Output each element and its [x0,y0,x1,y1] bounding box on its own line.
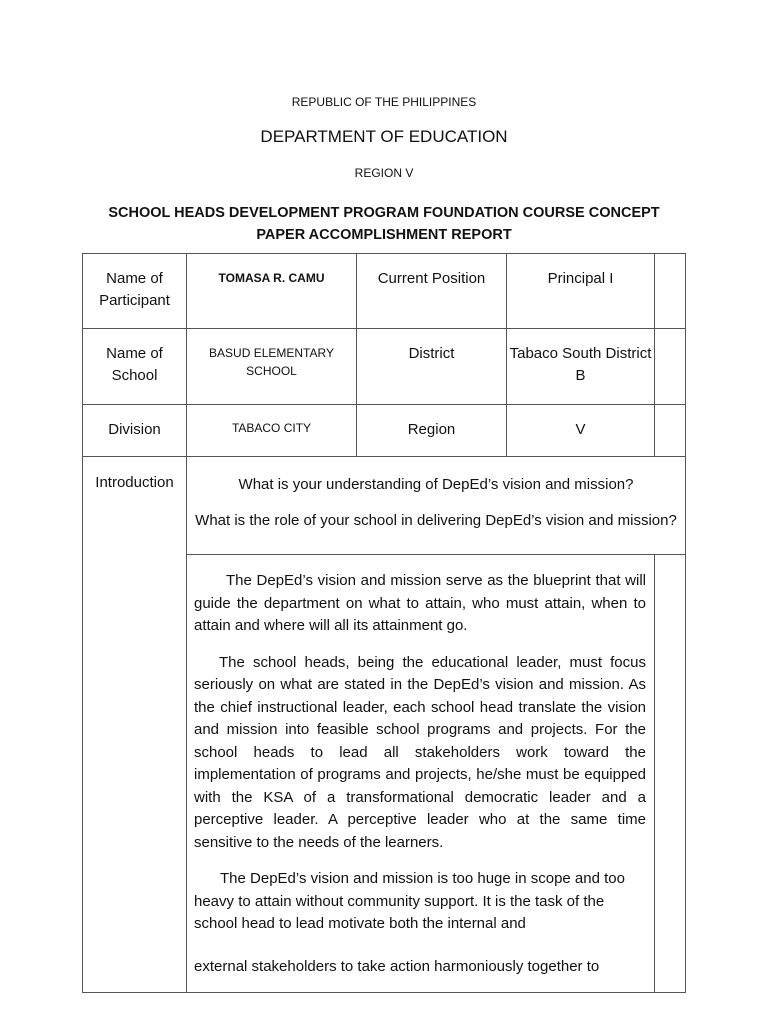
report-title-line1: SCHOOL HEADS DEVELOPMENT PROGRAM FOUNDATION COURSE CONCEPT [108,205,660,221]
division-value: TABACO CITY [187,405,357,457]
table-row [83,254,686,329]
position-label: Current Position [357,254,507,329]
question-2: What is the role of your school in delivering DepEd’s vision and mission? [195,512,677,529]
essay-paragraph: The DepEd’s vision and mission serve as the blueprint that will guide the department on what to attain, who must attain, when to attain and where will all its attainment go. [194,572,646,634]
essay-paragraph: The school heads, being the educational leader, must focus seriously on what are stated in the DepEd’s vision and mission. As the chief instructional leader, each school head translate the vision and mission into feasible school programs and projects. For the school heads to lead all stakeholders work toward the implementation of programs and projects, he/she must be equipped with the KSA of a transformational democratic leader and a perceptive leader. A perceptive leader who at the same time sensitive to the needs of the learners. [194,653,646,851]
table-row [83,457,686,555]
region-value: V [507,405,655,457]
report-title-line2: PAPER ACCOMPLISHMENT REPORT [256,227,512,243]
participant-label: Name of Participant [83,254,187,329]
participant-value: TOMASA R. CAMU [187,254,357,329]
table-row [83,405,686,457]
blank-cell [655,405,686,457]
blank-cell [655,329,686,405]
republic-heading: REPUBLIC OF THE PHILIPPINES [291,95,477,109]
accomplishment-form-table [82,253,686,993]
school-label: Name of School [83,329,187,405]
essay-paragraph: The DepEd’s vision and mission is too huge in scope and too heavy to attain without community support. It is the task of the school head to lead motivate both the internal and [194,870,625,932]
region-label: Region [357,405,507,457]
district-value: Tabaco South District B [507,329,655,405]
division-label: Division [83,405,187,457]
introduction-label: Introduction [83,457,187,993]
essay-cell [187,555,655,993]
blank-cell [655,555,686,993]
department-heading: DEPARTMENT OF EDUCATION [260,127,508,146]
region-heading: REGION V [354,166,414,180]
essay-body [187,555,654,978]
essay-paragraph: external stakeholders to take action harmoniously together to [194,957,600,975]
school-value: BASUD ELEMENTARY SCHOOL [187,329,357,405]
table-row [83,329,686,405]
position-value: Principal I [507,254,655,329]
questions-cell [187,457,686,555]
question-1: What is your understanding of DepEd’s vision and mission? [238,476,634,493]
district-label: District [357,329,507,405]
blank-cell [655,254,686,329]
report-title [0,202,768,246]
